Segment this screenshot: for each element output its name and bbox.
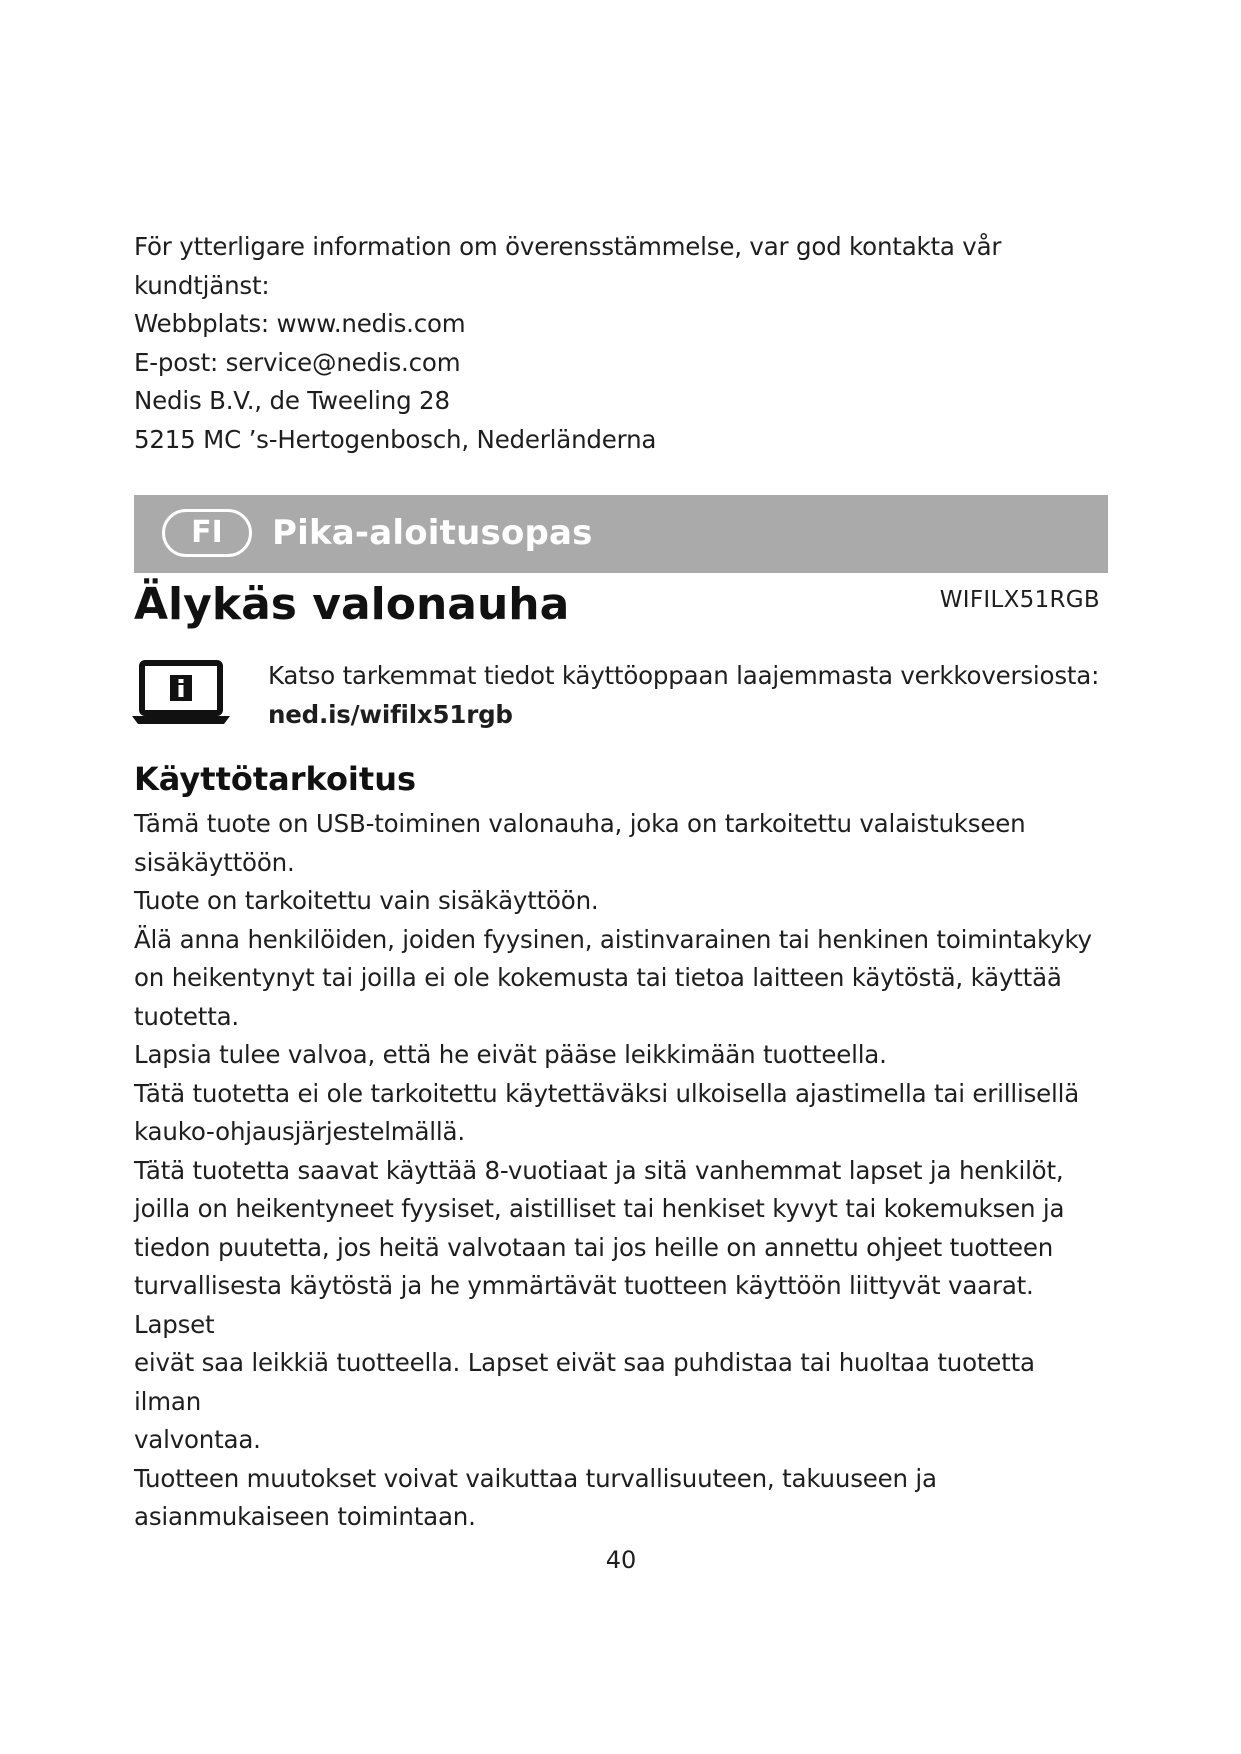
contact-city: 5215 MC ’s-Hertogenbosch, Nederländerna [134, 424, 657, 454]
online-manual-note [268, 657, 1108, 734]
language-banner [134, 495, 1108, 573]
text-line: asianmukaiseen toimintaan. [134, 1502, 476, 1531]
laptop-info-icon [132, 660, 230, 726]
text-line: Tuote on tarkoitettu vain sisäkäyttöön. [134, 886, 599, 915]
text-line: Tätä tuotetta ei ole tarkoitettu käytettäväksi ulkoisella ajastimella tai erillisellä [134, 1078, 1080, 1108]
intended-use-text [134, 805, 1108, 1537]
online-manual-link[interactable]: ned.is/wifilx51rgb [268, 699, 513, 729]
contact-line: kundtjänst: [134, 270, 270, 300]
text-line: turvallisesta käytöstä ja he ymmärtävät tuotteen käyttöön liittyvät vaarat. Lapset [134, 1271, 1034, 1339]
product-title: Älykäs valonauha [134, 579, 570, 630]
text-line: eivät saa leikkiä tuotteella. Lapset eivät saa puhdistaa tai huoltaa tuotetta ilman [134, 1348, 1035, 1416]
text-line: on heikentynyt tai joilla ei ole kokemusta tai tietoa laitteen käytöstä, käyttää [134, 963, 1062, 992]
online-manual-text: Katso tarkemmat tiedot käyttöoppaan laajemmasta verkkoversiosta: [268, 661, 1100, 690]
contact-block [134, 228, 1108, 459]
contact-address: Nedis B.V., de Tweeling 28 [134, 386, 450, 415]
model-number: WIFILX51RGB [939, 587, 1100, 613]
text-line: tiedon puutetta, jos heitä valvotaan tai jos heille on annettu ohjeet tuotteen [134, 1232, 1054, 1262]
page-number: 40 [605, 1546, 637, 1574]
text-line: joilla on heikentyneet fyysiset, aistilliset tai henkiset kyvyt tai kokemuksen ja [134, 1194, 1065, 1223]
text-line: Lapsia tulee valvoa, että he eivät pääse leikkimään tuotteella. [134, 1040, 887, 1069]
section-heading-intended-use: Käyttötarkoitus [134, 760, 417, 798]
text-line: Tämä tuote on USB-toiminen valonauha, joka on tarkoitettu valaistukseen [134, 809, 1026, 838]
contact-email: E-post: service@nedis.com [134, 347, 461, 377]
text-line: Tuotteen muutokset voivat vaikuttaa turvallisuuteen, takuuseen ja [134, 1463, 937, 1493]
text-line: tuotetta. [134, 1001, 240, 1031]
contact-website: Webbplats: www.nedis.com [134, 309, 466, 338]
contact-line: För ytterligare information om överensstämmelse, var god kontakta vår [134, 232, 1002, 261]
banner-title: Pika-aloitusopas [272, 513, 593, 553]
text-line: sisäkäyttöön. [134, 847, 295, 877]
text-line: kauko-ohjausjärjestelmällä. [134, 1117, 465, 1146]
text-line: Tätä tuotetta saavat käyttää 8-vuotiaat ja sitä vanhemmat lapset ja henkilöt, [134, 1155, 1064, 1185]
language-badge: FI [162, 509, 252, 557]
text-line: valvontaa. [134, 1425, 261, 1454]
text-line: Älä anna henkilöiden, joiden fyysinen, aistinvarainen tai henkinen toimintakyky [134, 924, 1092, 954]
manual-page [134, 0, 1108, 1754]
